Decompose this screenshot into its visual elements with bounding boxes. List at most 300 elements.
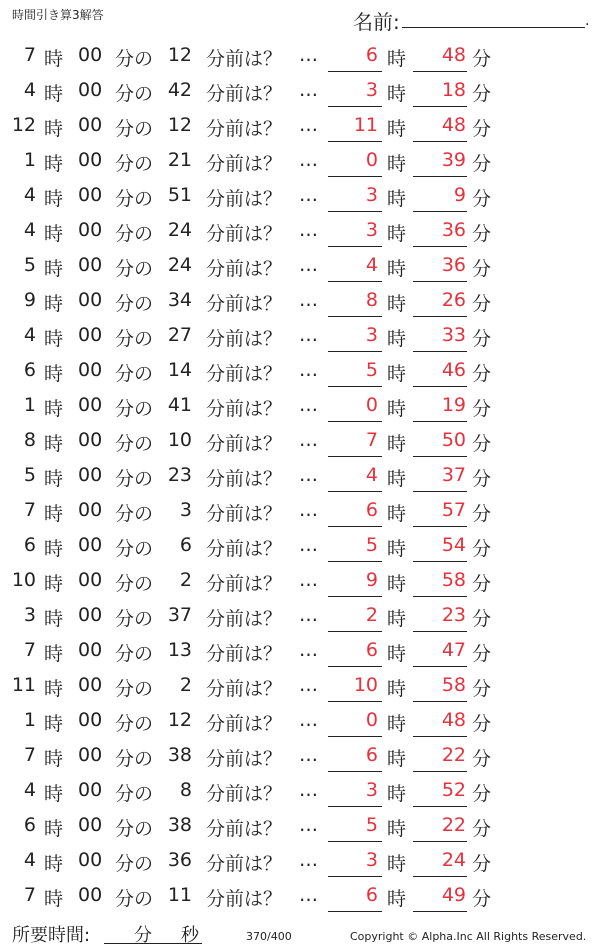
minutes-before-label: 分前は？ bbox=[206, 83, 283, 105]
minute-of-label: 分の bbox=[115, 713, 154, 735]
answer-minutes-line bbox=[413, 526, 467, 527]
answer-hour-line bbox=[328, 421, 382, 422]
answer-hour-unit: 時 bbox=[387, 48, 407, 70]
minute-of-label: 分の bbox=[115, 853, 154, 875]
hour-unit: 時 bbox=[44, 818, 64, 840]
answer-hour-line bbox=[328, 316, 382, 317]
problem-hour: 4 bbox=[23, 79, 36, 101]
answer-hour: 0 bbox=[365, 394, 378, 416]
problem-minutes: 12 bbox=[167, 114, 192, 136]
minutes-before-label: 分前は？ bbox=[206, 153, 283, 175]
problem-hour: 4 bbox=[23, 184, 36, 206]
minutes-before-label: 分前は？ bbox=[206, 468, 283, 490]
time-seconds-label: 秒 bbox=[181, 925, 199, 946]
hour-unit: 時 bbox=[44, 153, 64, 175]
answer-minutes: 33 bbox=[441, 324, 466, 346]
answer-hour: 3 bbox=[365, 184, 378, 206]
answer-hour: 4 bbox=[365, 254, 378, 276]
problem-minutes: 13 bbox=[167, 639, 192, 661]
problem-hour: 4 bbox=[23, 324, 36, 346]
minute-of-label: 分の bbox=[115, 293, 154, 315]
problem-row bbox=[0, 528, 600, 563]
problem-row bbox=[0, 108, 600, 143]
problem-hour: 5 bbox=[23, 464, 36, 486]
answer-minutes: 36 bbox=[441, 219, 466, 241]
answer-hour: 5 bbox=[365, 534, 378, 556]
answer-hour-unit: 時 bbox=[387, 328, 407, 350]
answer-hour-unit: 時 bbox=[387, 363, 407, 385]
hour-unit: 時 bbox=[44, 888, 64, 910]
problem-zero-minutes: 00 bbox=[78, 639, 103, 661]
minutes-before-label: 分前は？ bbox=[206, 538, 283, 560]
problem-zero-minutes: 00 bbox=[78, 779, 103, 801]
hour-unit: 時 bbox=[44, 433, 64, 455]
answer-minute-unit: 分 bbox=[472, 888, 492, 910]
answer-minutes: 9 bbox=[453, 184, 466, 206]
problem-zero-minutes: 00 bbox=[78, 324, 103, 346]
minute-of-label: 分の bbox=[115, 223, 154, 245]
minute-of-label: 分の bbox=[115, 153, 154, 175]
problem-row bbox=[0, 178, 600, 213]
hour-unit: 時 bbox=[44, 713, 64, 735]
problem-minutes: 2 bbox=[179, 674, 192, 696]
problem-row bbox=[0, 213, 600, 248]
minutes-before-label: 分前は？ bbox=[206, 888, 283, 910]
problem-minutes: 2 bbox=[179, 569, 192, 591]
problem-hour: 8 bbox=[23, 429, 36, 451]
problem-row bbox=[0, 283, 600, 318]
ellipsis: … bbox=[299, 114, 319, 136]
answer-minutes-line bbox=[413, 701, 467, 702]
answer-hour: 7 bbox=[365, 429, 378, 451]
answer-minute-unit: 分 bbox=[472, 48, 492, 70]
minute-of-label: 分の bbox=[115, 398, 154, 420]
answer-minutes-line bbox=[413, 246, 467, 247]
answer-minutes-line bbox=[413, 421, 467, 422]
hour-unit: 時 bbox=[44, 503, 64, 525]
problem-minutes: 21 bbox=[167, 149, 192, 171]
minutes-before-label: 分前は？ bbox=[206, 853, 283, 875]
answer-hour-line bbox=[328, 386, 382, 387]
answer-minute-unit: 分 bbox=[472, 293, 492, 315]
answer-minute-unit: 分 bbox=[472, 853, 492, 875]
problem-hour: 4 bbox=[23, 779, 36, 801]
ellipsis: … bbox=[299, 884, 319, 906]
problem-hour: 6 bbox=[23, 534, 36, 556]
problem-hour: 9 bbox=[23, 289, 36, 311]
answer-minutes: 48 bbox=[441, 114, 466, 136]
answer-hour-line bbox=[328, 596, 382, 597]
problem-minutes: 3 bbox=[179, 499, 192, 521]
problem-minutes: 37 bbox=[167, 604, 192, 626]
minute-of-label: 分の bbox=[115, 363, 154, 385]
answer-minute-unit: 分 bbox=[472, 538, 492, 560]
problem-row bbox=[0, 738, 600, 773]
problem-hour: 7 bbox=[23, 884, 36, 906]
answer-minutes: 58 bbox=[441, 674, 466, 696]
answer-hour-unit: 時 bbox=[387, 153, 407, 175]
answer-minutes-line bbox=[413, 911, 467, 912]
answer-hour-line bbox=[328, 71, 382, 72]
problem-row bbox=[0, 808, 600, 843]
answer-hour-line bbox=[328, 701, 382, 702]
problem-row bbox=[0, 458, 600, 493]
problem-zero-minutes: 00 bbox=[78, 149, 103, 171]
minute-of-label: 分の bbox=[115, 818, 154, 840]
problem-row bbox=[0, 73, 600, 108]
answer-minute-unit: 分 bbox=[472, 83, 492, 105]
answer-hour-unit: 時 bbox=[387, 748, 407, 770]
answer-minutes-line bbox=[413, 141, 467, 142]
answer-minutes: 39 bbox=[441, 149, 466, 171]
hour-unit: 時 bbox=[44, 293, 64, 315]
minute-of-label: 分の bbox=[115, 188, 154, 210]
ellipsis: … bbox=[299, 44, 319, 66]
answer-minutes: 24 bbox=[441, 849, 466, 871]
answer-hour-line bbox=[328, 491, 382, 492]
minute-of-label: 分の bbox=[115, 83, 154, 105]
answer-hour-line bbox=[328, 456, 382, 457]
answer-minutes: 48 bbox=[441, 709, 466, 731]
answer-minutes: 18 bbox=[441, 79, 466, 101]
problem-hour: 7 bbox=[23, 744, 36, 766]
answer-hour-line bbox=[328, 526, 382, 527]
minutes-before-label: 分前は？ bbox=[206, 328, 283, 350]
answer-minutes-line bbox=[413, 176, 467, 177]
answer-minutes-line bbox=[413, 631, 467, 632]
minute-of-label: 分の bbox=[115, 328, 154, 350]
answer-hour-unit: 時 bbox=[387, 608, 407, 630]
problem-hour: 7 bbox=[23, 499, 36, 521]
answer-minutes-line bbox=[413, 211, 467, 212]
answer-hour-unit: 時 bbox=[387, 783, 407, 805]
problem-hour: 4 bbox=[23, 849, 36, 871]
answer-hour-unit: 時 bbox=[387, 118, 407, 140]
problem-zero-minutes: 00 bbox=[78, 499, 103, 521]
problem-minutes: 38 bbox=[167, 744, 192, 766]
ellipsis: … bbox=[299, 499, 319, 521]
minute-of-label: 分の bbox=[115, 643, 154, 665]
hour-unit: 時 bbox=[44, 678, 64, 700]
answer-hour: 10 bbox=[353, 674, 378, 696]
minutes-before-label: 分前は？ bbox=[206, 608, 283, 630]
hour-unit: 時 bbox=[44, 398, 64, 420]
answer-minutes: 54 bbox=[441, 534, 466, 556]
answer-hour: 6 bbox=[365, 884, 378, 906]
answer-minutes-line bbox=[413, 876, 467, 877]
minutes-before-label: 分前は？ bbox=[206, 433, 283, 455]
answer-minutes-line bbox=[413, 491, 467, 492]
problem-hour: 5 bbox=[23, 254, 36, 276]
answer-hour-unit: 時 bbox=[387, 293, 407, 315]
answer-minutes-line bbox=[413, 351, 467, 352]
problem-zero-minutes: 00 bbox=[78, 79, 103, 101]
problem-minutes: 24 bbox=[167, 219, 192, 241]
problem-row bbox=[0, 633, 600, 668]
answer-hour: 3 bbox=[365, 849, 378, 871]
answer-hour-unit: 時 bbox=[387, 888, 407, 910]
hour-unit: 時 bbox=[44, 188, 64, 210]
problem-row bbox=[0, 388, 600, 423]
problem-hour: 10 bbox=[11, 569, 36, 591]
answer-minutes: 48 bbox=[441, 44, 466, 66]
answer-hour-unit: 時 bbox=[387, 398, 407, 420]
answer-minute-unit: 分 bbox=[472, 643, 492, 665]
answer-hour: 4 bbox=[365, 464, 378, 486]
answer-hour: 3 bbox=[365, 79, 378, 101]
minute-of-label: 分の bbox=[115, 503, 154, 525]
hour-unit: 時 bbox=[44, 48, 64, 70]
answer-hour-line bbox=[328, 246, 382, 247]
answer-minute-unit: 分 bbox=[472, 503, 492, 525]
answer-hour-unit: 時 bbox=[387, 678, 407, 700]
ellipsis: … bbox=[299, 534, 319, 556]
answer-hour: 0 bbox=[365, 149, 378, 171]
problem-row bbox=[0, 143, 600, 178]
ellipsis: … bbox=[299, 674, 319, 696]
answer-hour: 5 bbox=[365, 359, 378, 381]
problem-minutes: 41 bbox=[167, 394, 192, 416]
answer-minutes: 36 bbox=[441, 254, 466, 276]
answer-minute-unit: 分 bbox=[472, 223, 492, 245]
answer-hour-line bbox=[328, 806, 382, 807]
answer-minute-unit: 分 bbox=[472, 118, 492, 140]
answer-minute-unit: 分 bbox=[472, 153, 492, 175]
answer-minute-unit: 分 bbox=[472, 433, 492, 455]
answer-minutes-line bbox=[413, 386, 467, 387]
problem-zero-minutes: 00 bbox=[78, 114, 103, 136]
problem-hour: 1 bbox=[23, 149, 36, 171]
answer-minutes-line bbox=[413, 841, 467, 842]
problem-minutes: 36 bbox=[167, 849, 192, 871]
problem-row bbox=[0, 668, 600, 703]
answer-hour-unit: 時 bbox=[387, 538, 407, 560]
answer-hour-line bbox=[328, 106, 382, 107]
answer-hour-unit: 時 bbox=[387, 223, 407, 245]
problem-zero-minutes: 00 bbox=[78, 569, 103, 591]
answer-hour-line bbox=[328, 841, 382, 842]
problem-hour: 1 bbox=[23, 394, 36, 416]
time-minutes-label: 分 bbox=[134, 925, 152, 946]
answer-minutes-line bbox=[413, 456, 467, 457]
name-label: 名前: bbox=[353, 10, 400, 34]
ellipsis: … bbox=[299, 149, 319, 171]
minutes-before-label: 分前は？ bbox=[206, 258, 283, 280]
minutes-before-label: 分前は？ bbox=[206, 748, 283, 770]
minutes-before-label: 分前は？ bbox=[206, 223, 283, 245]
problem-hour: 6 bbox=[23, 359, 36, 381]
answer-hour-line bbox=[328, 211, 382, 212]
hour-unit: 時 bbox=[44, 258, 64, 280]
problem-zero-minutes: 00 bbox=[78, 219, 103, 241]
problem-hour: 1 bbox=[23, 709, 36, 731]
problem-zero-minutes: 00 bbox=[78, 184, 103, 206]
hour-unit: 時 bbox=[44, 328, 64, 350]
problem-minutes: 42 bbox=[167, 79, 192, 101]
problem-row bbox=[0, 423, 600, 458]
answer-hour-line bbox=[328, 771, 382, 772]
name-line-end: . bbox=[585, 13, 590, 29]
minutes-before-label: 分前は？ bbox=[206, 118, 283, 140]
ellipsis: … bbox=[299, 639, 319, 661]
minutes-before-label: 分前は？ bbox=[206, 398, 283, 420]
problem-zero-minutes: 00 bbox=[78, 464, 103, 486]
answer-minutes: 23 bbox=[441, 604, 466, 626]
worksheet-title: 時間引き算3解答 bbox=[12, 8, 104, 22]
answer-hour-line bbox=[328, 876, 382, 877]
answer-hour: 8 bbox=[365, 289, 378, 311]
problem-zero-minutes: 00 bbox=[78, 674, 103, 696]
problem-minutes: 24 bbox=[167, 254, 192, 276]
problem-zero-minutes: 00 bbox=[78, 814, 103, 836]
answer-minutes: 49 bbox=[441, 884, 466, 906]
answer-hour: 9 bbox=[365, 569, 378, 591]
answer-minutes: 26 bbox=[441, 289, 466, 311]
hour-unit: 時 bbox=[44, 608, 64, 630]
ellipsis: … bbox=[299, 184, 319, 206]
minute-of-label: 分の bbox=[115, 433, 154, 455]
answer-minutes: 22 bbox=[441, 814, 466, 836]
problem-row bbox=[0, 598, 600, 633]
answer-hour: 6 bbox=[365, 639, 378, 661]
answer-hour-unit: 時 bbox=[387, 818, 407, 840]
problem-zero-minutes: 00 bbox=[78, 849, 103, 871]
minutes-before-label: 分前は？ bbox=[206, 713, 283, 735]
answer-hour: 6 bbox=[365, 744, 378, 766]
problem-zero-minutes: 00 bbox=[78, 359, 103, 381]
answer-minute-unit: 分 bbox=[472, 328, 492, 350]
minute-of-label: 分の bbox=[115, 48, 154, 70]
answer-hour: 5 bbox=[365, 814, 378, 836]
name-line bbox=[402, 27, 585, 28]
problem-row bbox=[0, 563, 600, 598]
answer-minutes: 22 bbox=[441, 744, 466, 766]
problem-zero-minutes: 00 bbox=[78, 884, 103, 906]
hour-unit: 時 bbox=[44, 573, 64, 595]
minute-of-label: 分の bbox=[115, 118, 154, 140]
answer-hour-unit: 時 bbox=[387, 83, 407, 105]
hour-unit: 時 bbox=[44, 468, 64, 490]
problem-minutes: 8 bbox=[179, 779, 192, 801]
ellipsis: … bbox=[299, 744, 319, 766]
answer-hour-unit: 時 bbox=[387, 188, 407, 210]
ellipsis: … bbox=[299, 464, 319, 486]
minutes-before-label: 分前は？ bbox=[206, 293, 283, 315]
problem-minutes: 12 bbox=[167, 709, 192, 731]
answer-hour-line bbox=[328, 561, 382, 562]
problem-minutes: 38 bbox=[167, 814, 192, 836]
minutes-before-label: 分前は？ bbox=[206, 363, 283, 385]
ellipsis: … bbox=[299, 569, 319, 591]
answer-hour-unit: 時 bbox=[387, 503, 407, 525]
problem-hour: 12 bbox=[11, 114, 36, 136]
problem-hour: 7 bbox=[23, 639, 36, 661]
minute-of-label: 分の bbox=[115, 888, 154, 910]
minutes-before-label: 分前は？ bbox=[206, 678, 283, 700]
hour-unit: 時 bbox=[44, 363, 64, 385]
problem-hour: 4 bbox=[23, 219, 36, 241]
hour-unit: 時 bbox=[44, 748, 64, 770]
problem-zero-minutes: 00 bbox=[78, 394, 103, 416]
answer-hour-line bbox=[328, 351, 382, 352]
problem-hour: 6 bbox=[23, 814, 36, 836]
problem-row bbox=[0, 318, 600, 353]
answer-minutes: 19 bbox=[441, 394, 466, 416]
minute-of-label: 分の bbox=[115, 748, 154, 770]
page-number: 370/400 bbox=[246, 930, 292, 943]
answer-minute-unit: 分 bbox=[472, 398, 492, 420]
ellipsis: … bbox=[299, 709, 319, 731]
answer-hour-line bbox=[328, 281, 382, 282]
minutes-before-label: 分前は？ bbox=[206, 643, 283, 665]
hour-unit: 時 bbox=[44, 643, 64, 665]
problem-zero-minutes: 00 bbox=[78, 289, 103, 311]
time-required-label: 所要時間: bbox=[12, 925, 91, 946]
answer-minutes-line bbox=[413, 666, 467, 667]
minutes-before-label: 分前は？ bbox=[206, 48, 283, 70]
problem-minutes: 51 bbox=[167, 184, 192, 206]
answer-hour-unit: 時 bbox=[387, 713, 407, 735]
answer-minute-unit: 分 bbox=[472, 713, 492, 735]
problem-minutes: 23 bbox=[167, 464, 192, 486]
minute-of-label: 分の bbox=[115, 258, 154, 280]
answer-minutes-line bbox=[413, 316, 467, 317]
problem-minutes: 14 bbox=[167, 359, 192, 381]
answer-hour-unit: 時 bbox=[387, 433, 407, 455]
answer-minute-unit: 分 bbox=[472, 573, 492, 595]
answer-minutes-line bbox=[413, 281, 467, 282]
answer-hour: 6 bbox=[365, 499, 378, 521]
answer-minute-unit: 分 bbox=[472, 818, 492, 840]
problem-row bbox=[0, 878, 600, 913]
problem-zero-minutes: 00 bbox=[78, 429, 103, 451]
answer-minute-unit: 分 bbox=[472, 363, 492, 385]
answer-minutes: 47 bbox=[441, 639, 466, 661]
minute-of-label: 分の bbox=[115, 678, 154, 700]
problem-row bbox=[0, 248, 600, 283]
answer-hour-unit: 時 bbox=[387, 853, 407, 875]
minutes-before-label: 分前は？ bbox=[206, 188, 283, 210]
problem-row bbox=[0, 773, 600, 808]
problem-zero-minutes: 00 bbox=[78, 744, 103, 766]
answer-hour-line bbox=[328, 911, 382, 912]
answer-hour-line bbox=[328, 176, 382, 177]
answer-hour-unit: 時 bbox=[387, 643, 407, 665]
answer-minutes: 46 bbox=[441, 359, 466, 381]
answer-hour: 6 bbox=[365, 44, 378, 66]
answer-minutes-line bbox=[413, 736, 467, 737]
answer-minutes: 50 bbox=[441, 429, 466, 451]
answer-hour: 3 bbox=[365, 324, 378, 346]
problem-minutes: 12 bbox=[167, 44, 192, 66]
problem-zero-minutes: 00 bbox=[78, 604, 103, 626]
ellipsis: … bbox=[299, 219, 319, 241]
answer-minute-unit: 分 bbox=[472, 188, 492, 210]
problem-list bbox=[0, 38, 600, 913]
answer-minute-unit: 分 bbox=[472, 783, 492, 805]
answer-minute-unit: 分 bbox=[472, 608, 492, 630]
answer-hour-line bbox=[328, 736, 382, 737]
problem-zero-minutes: 00 bbox=[78, 709, 103, 731]
copyright: Copyright © Alpha.Inc All Rights Reserved. bbox=[350, 930, 587, 943]
answer-hour-unit: 時 bbox=[387, 258, 407, 280]
ellipsis: … bbox=[299, 79, 319, 101]
minutes-before-label: 分前は？ bbox=[206, 783, 283, 805]
answer-hour-line bbox=[328, 666, 382, 667]
problem-zero-minutes: 00 bbox=[78, 534, 103, 556]
ellipsis: … bbox=[299, 324, 319, 346]
ellipsis: … bbox=[299, 254, 319, 276]
